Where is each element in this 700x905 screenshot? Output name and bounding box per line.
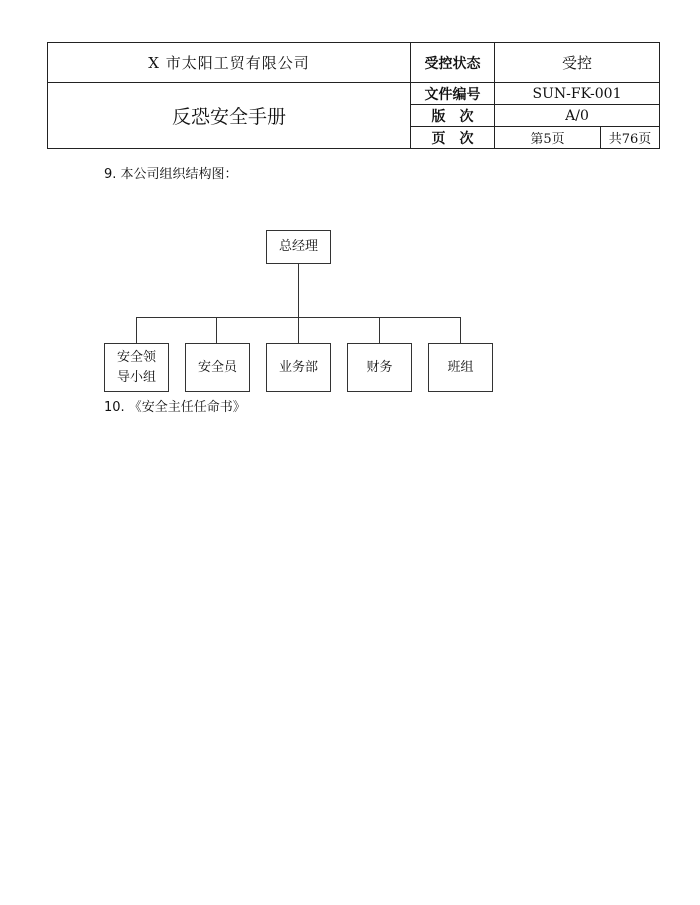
org-node-security-officer: 安全员 <box>185 343 250 392</box>
page-current: 第5页 <box>530 132 565 147</box>
org-node-business-dept: 业务部 <box>266 343 331 392</box>
connector-child-4 <box>379 317 380 343</box>
company-name: X 市太阳工贸有限公司 <box>48 43 411 83</box>
connector-root <box>298 263 299 318</box>
page-total: 共76页 <box>600 127 659 148</box>
connector-child-3 <box>298 317 299 343</box>
manual-title: 反恐安全手册 <box>48 83 411 149</box>
org-node-team: 班组 <box>428 343 493 392</box>
org-node-general-manager: 总经理 <box>266 230 331 264</box>
section-9-heading: 9. 本公司组织结构图： <box>104 167 238 182</box>
control-status-value: 受控 <box>495 43 660 83</box>
page-cell <box>495 127 660 149</box>
connector-child-5 <box>460 317 461 343</box>
page-label: 页 次 <box>411 127 495 149</box>
connector-child-2 <box>216 317 217 343</box>
version-value: A/0 <box>495 105 660 127</box>
document-header-table <box>47 42 660 149</box>
section-10-heading: 10. 《安全主任任命书》 <box>104 400 246 415</box>
doc-number-value: SUN-FK-001 <box>495 83 660 105</box>
connector-child-1 <box>136 317 137 343</box>
org-node-security-leadership-group: 安全领导小组 <box>104 343 169 392</box>
org-node-finance: 财务 <box>347 343 412 392</box>
control-status-label: 受控状态 <box>411 43 495 83</box>
doc-number-label: 文件编号 <box>411 83 495 105</box>
version-label: 版 次 <box>411 105 495 127</box>
